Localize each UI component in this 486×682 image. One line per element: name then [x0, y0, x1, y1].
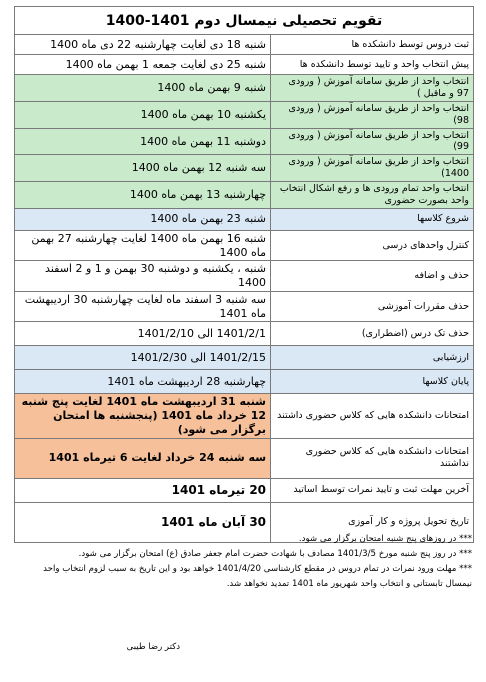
table-row [15, 128, 474, 155]
page-title: تقویم تحصیلی نیمسال دوم 1401-1400 [14, 6, 474, 34]
table-row [15, 394, 474, 438]
date-cell: سه شنبه 24 خرداد لغایت 6 تیرماه 1401 [15, 438, 271, 478]
event-cell: کنترل واحدهای درسی [271, 230, 474, 261]
date-cell: چهارشنبه 28 اردیبهشت ماه 1401 [15, 370, 271, 394]
date-cell: شنبه 25 دی لغایت جمعه 1 بهمن ماه 1400 [15, 55, 271, 75]
event-cell: انتخاب واحد از طریق سامانه آموزش ( ورودی 1400) [271, 155, 474, 182]
event-cell: ارزشیابی [271, 346, 474, 370]
date-cell: شنبه 16 بهمن ماه 1400 لغایت چهارشنبه 27 بهمن ماه 1400 [15, 230, 271, 261]
date-cell: 1401/2/15 الی 1401/2/30 [15, 346, 271, 370]
event-cell: انتخاب واحد از طریق سامانه آموزش ( ورودی 97 و ماقبل ) [271, 75, 474, 102]
table-row [15, 35, 474, 55]
table-row [15, 261, 474, 292]
date-cell: شنبه 31 اردیبهشت ماه 1401 لغایت پنج شنبه 12 خرداد ماه 1401 (پنجشنبه ها امتحان برگزار می شود) [15, 394, 271, 438]
note-item: *** مهلت ورود نمرات در تمام دروس در مقطع کارشناسی 1401/4/20 خواهد بود و این تاریخ به سبب لزوم انتخاب واحد نیمسال تابستانی و انتخاب واحد شهریور ماه 1401 تمدید نخواهد شد. [43, 564, 472, 590]
date-cell: 30 آبان ماه 1401 [15, 502, 271, 542]
date-cell: 1401/2/1 الی 1401/2/10 [15, 322, 271, 346]
event-cell: حذف و اضافه [271, 261, 474, 292]
event-cell: انتخاب واحد از طریق سامانه آموزش ( ورودی 99) [271, 128, 474, 155]
event-cell: انتخاب واحد از طریق سامانه آموزش ( ورودی 98) [271, 101, 474, 128]
table-row [15, 208, 474, 230]
calendar-table [14, 34, 474, 543]
table-row [15, 438, 474, 478]
table-row [15, 230, 474, 261]
table-row [15, 75, 474, 102]
calendar-document [14, 6, 474, 543]
event-cell: تاریخ تحویل پروژه و کار آموزی [271, 502, 474, 542]
table-row [15, 291, 474, 322]
table-row [15, 370, 474, 394]
note-item: *** در روزهای پنج شنبه امتحان برگزار می شود. [298, 534, 472, 544]
event-cell: شروع کلاسها [271, 208, 474, 230]
date-cell: شنبه 18 دی لغایت چهارشنبه 22 دی ماه 1400 [15, 35, 271, 55]
event-cell: ثبت دروس توسط دانشکده ها [271, 35, 474, 55]
date-cell: شنبه 9 بهمن ماه 1400 [15, 75, 271, 102]
table-row [15, 346, 474, 370]
date-cell: شنبه ، یکشنبه و دوشنبه 30 بهمن و 1 و 2 اسفند 1400 [15, 261, 271, 292]
table-row [15, 101, 474, 128]
table-row [15, 55, 474, 75]
event-cell: حذف مقررات آموزشی [271, 291, 474, 322]
table-row [15, 322, 474, 346]
table-row [15, 182, 474, 209]
event-cell: امتحانات دانشکده هایی که کلاس حضوری نداشتند [271, 438, 474, 478]
event-cell: پیش انتخاب واحد و تایید توسط دانشکده ها [271, 55, 474, 75]
event-cell: پایان کلاسها [271, 370, 474, 394]
table-row [15, 478, 474, 502]
date-cell: 20 تیرماه 1401 [15, 478, 271, 502]
date-cell: شنبه 23 بهمن ماه 1400 [15, 208, 271, 230]
notes-section [14, 532, 474, 592]
table-row [15, 155, 474, 182]
note-item: *** در روز پنج شنبه مورخ 1401/3/5 مصادف با شهادت حضرت امام جعفر صادق (ع) امتحان برگزار می شود. [78, 549, 472, 560]
event-cell: امتحانات دانشکده هایی که کلاس حضوری داشتند [271, 394, 474, 438]
date-cell: چهارشنبه 13 بهمن ماه 1400 [15, 182, 271, 209]
signature: دکتر رضا طیبی [126, 642, 180, 652]
date-cell: سه شنبه 12 بهمن ماه 1400 [15, 155, 271, 182]
date-cell: دوشنبه 11 بهمن ماه 1400 [15, 128, 271, 155]
date-cell: یکشنبه 10 بهمن ماه 1400 [15, 101, 271, 128]
date-cell: سه شنبه 3 اسفند ماه لغایت چهارشنبه 30 اردیبهشت ماه 1401 [15, 291, 271, 322]
event-cell: آخرین مهلت ثبت و تایید نمرات توسط اساتید [271, 478, 474, 502]
event-cell: حذف تک درس (اضطراری) [271, 322, 474, 346]
event-cell: انتخاب واحد تمام ورودی ها و رفع اشکال انتخاب واحد بصورت حضوری [271, 182, 474, 209]
